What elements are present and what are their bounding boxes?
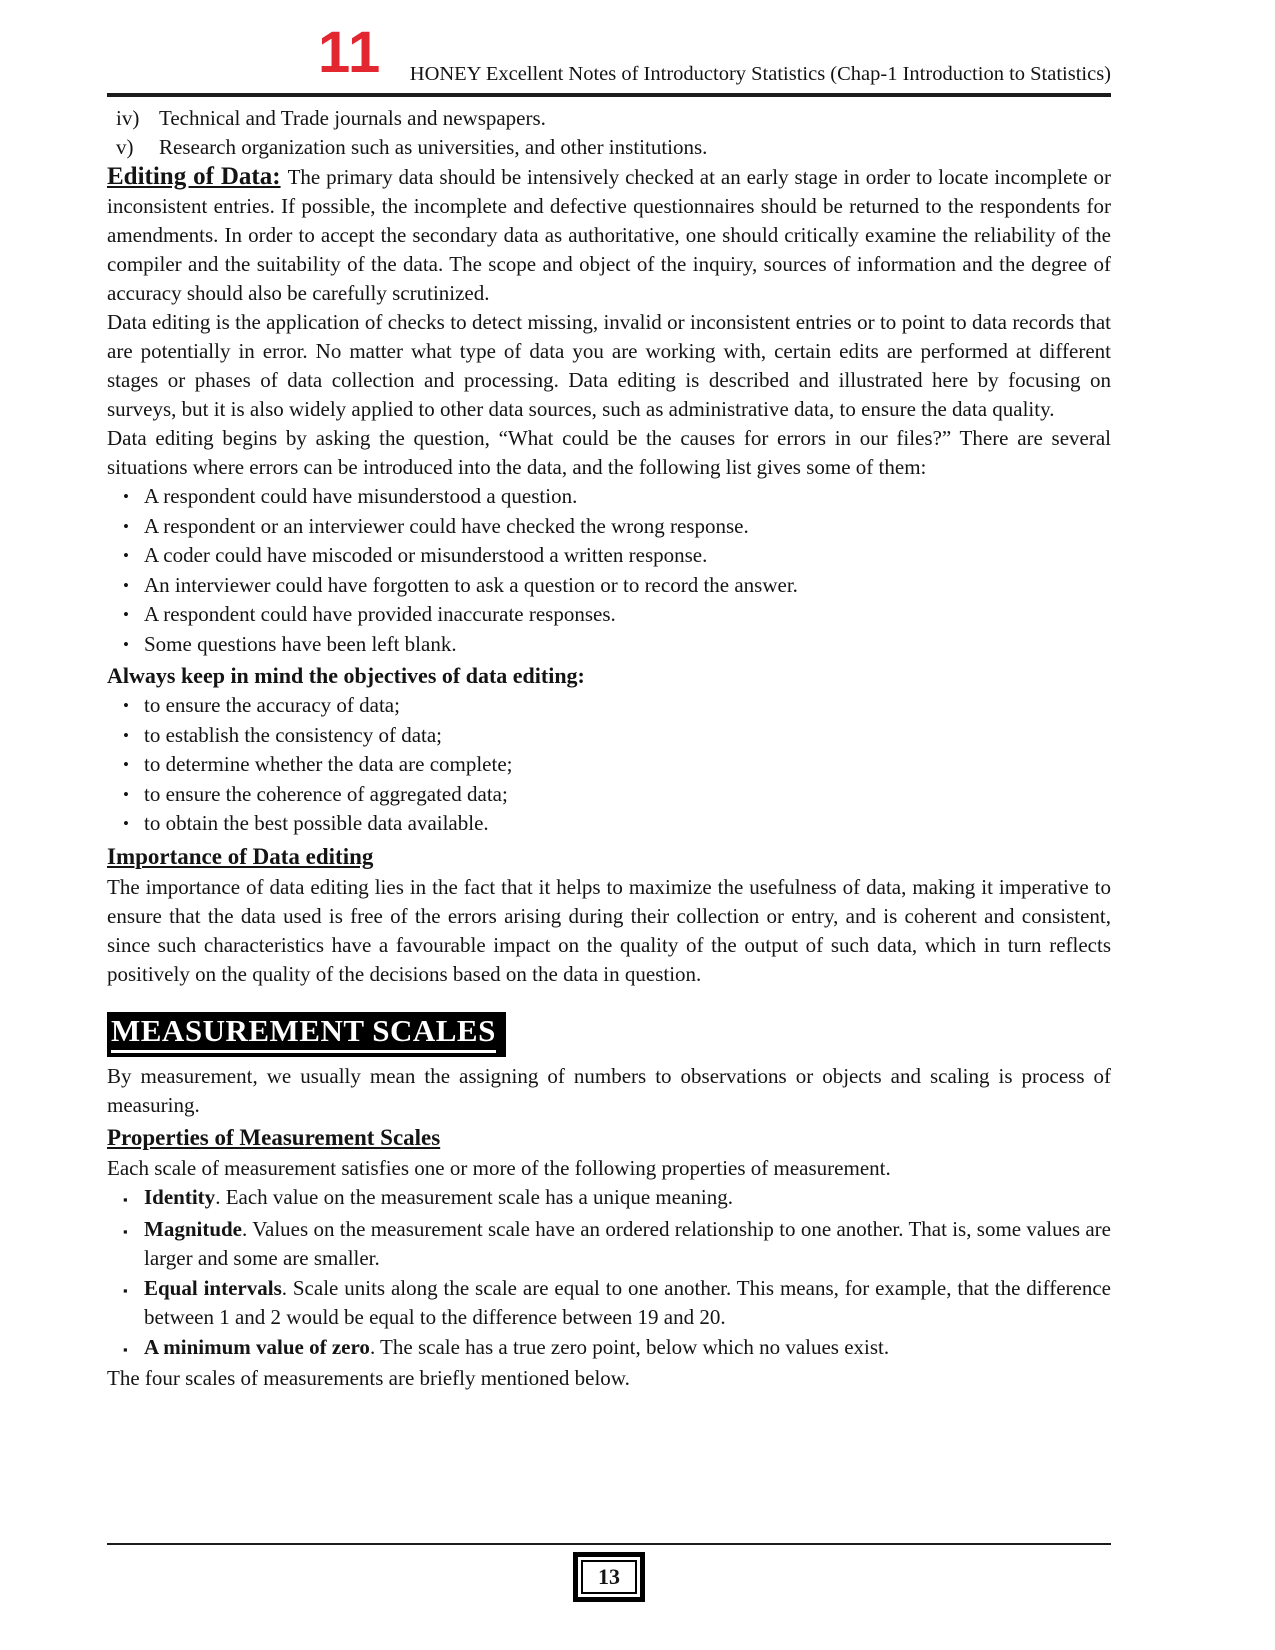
property-term: A minimum value of zero: [144, 1334, 370, 1359]
list-item: [107, 133, 1111, 162]
square-bullet-icon: ▪: [123, 1192, 128, 1208]
editing-of-data-paragraph: [107, 162, 1111, 308]
list-text: An interviewer could have forgotten to ask a question or to record the answer.: [144, 572, 798, 597]
bullet-icon: •: [123, 814, 129, 833]
square-bullet-icon: ▪: [123, 1341, 128, 1357]
list-item: [107, 1215, 1111, 1274]
editing-begins-paragraph: Data editing begins by asking the question, “What could be the causes for errors in our files?” There are several situations where errors can be introduced into the data, and the following list gives some of them:: [107, 426, 1111, 479]
measurement-scales-heading: [107, 1012, 506, 1058]
bullet-icon: •: [123, 725, 129, 745]
property-text: . Each value on the measurement scale has a unique meaning.: [215, 1185, 733, 1210]
page-number: 13: [581, 1560, 637, 1594]
list-item: [107, 750, 1111, 780]
bullet-icon: •: [123, 784, 129, 804]
importance-heading: Importance of Data editing: [107, 843, 374, 869]
list-item: [107, 1333, 1111, 1365]
list-text: Technical and Trade journals and newspapers.: [159, 106, 546, 130]
square-bullet-icon: ▪: [123, 1223, 128, 1239]
bullet-icon: •: [123, 634, 129, 654]
properties-intro: Each scale of measurement satisfies one or more of the following properties of measurement.: [107, 1156, 891, 1181]
editing-of-data-text: The primary data should be intensively checked at an early stage in order to locate incomplete or inconsistent entries. If possible, the incomplete and defective questionnaires should be returned to the respondents for amendments. In order to accept the secondary data as authoritative, one should critically examine the reliability of the compiler and the suitability of the data. The scope and object of the inquiry, sources of information and the degree of accuracy should also be carefully scrutinized.: [107, 165, 1112, 305]
measurement-scales-text: MEASUREMENT SCALES: [111, 1014, 496, 1054]
page-footer: [107, 1543, 1111, 1602]
list-text: to ensure the accuracy of data;: [144, 693, 400, 717]
bullet-icon: •: [123, 696, 129, 715]
bullet-icon: •: [123, 487, 129, 506]
list-item: [107, 571, 1111, 601]
square-bullet-icon: ▪: [123, 1282, 128, 1298]
measurement-paragraph: By measurement, we usually mean the assigning of numbers to observations or objects and scaling is process of measuring.: [107, 1064, 1111, 1118]
list-item: [107, 600, 1111, 630]
unit-number: 11: [318, 20, 382, 85]
bullet-icon: •: [123, 575, 129, 595]
list-text: [144, 1333, 889, 1365]
list-item: [107, 691, 1111, 721]
list-item: [107, 809, 1111, 839]
page-header: [107, 0, 1111, 97]
property-term: Identity: [144, 1185, 216, 1210]
list-text: A respondent or an interviewer could have checked the wrong response.: [144, 513, 749, 538]
list-item: [107, 721, 1111, 751]
list-item: [107, 104, 1111, 133]
list-text: to obtain the best possible data available.: [144, 811, 489, 835]
list-text: A respondent could have misunderstood a question.: [144, 484, 578, 508]
list-item: [107, 780, 1111, 810]
list-item: [107, 482, 1111, 512]
bullet-icon: •: [123, 516, 129, 536]
property-text: . Values on the measurement scale have an ordered relationship to one another. That is, some values are larger and some are smaller.: [144, 1216, 1111, 1271]
page-number-box: [573, 1552, 645, 1602]
property-text: . Scale units along the scale are equal to one another. This means, for example, that the difference between 1 and 2 would be equal to the difference between 19 and 20.: [144, 1275, 1112, 1330]
list-item: [107, 1183, 1111, 1215]
list-text: [144, 1183, 733, 1215]
list-text: A respondent could have provided inaccurate responses.: [144, 602, 616, 626]
list-item: [107, 1274, 1111, 1333]
list-text: to determine whether the data are complete;: [144, 752, 513, 776]
header-title: HONEY Excellent Notes of Introductory Statistics (Chap-1 Introduction to Statistics): [409, 63, 1111, 85]
list-item: [107, 630, 1111, 660]
list-text: to ensure the coherence of aggregated data;: [144, 781, 508, 806]
closing-line: The four scales of measurements are briefly mentioned below.: [107, 1366, 630, 1391]
property-term: Equal intervals: [144, 1275, 282, 1300]
list-text: to establish the consistency of data;: [144, 722, 443, 747]
list-text: Research organization such as universities, and other institutions.: [159, 135, 708, 159]
page-content: [107, 0, 1111, 1393]
properties-list: [107, 1183, 1111, 1364]
bullet-icon: •: [123, 755, 129, 774]
list-text: Some questions have been left blank.: [144, 631, 457, 656]
property-text: . The scale has a true zero point, below which no values exist.: [369, 1334, 890, 1359]
list-marker: v): [116, 135, 134, 159]
bullet-icon: •: [123, 546, 129, 565]
editing-process-paragraph: Data editing is the application of checks to detect missing, invalid or inconsistent entries or to point to data records that are potentially in error. No matter what type of data you are working with, certain edits are performed at different stages or phases of data collection and processing. Data editing is described and illustrated here by focusing on surveys, but it is also widely applied to other data sources, such as administrative data, to ensure the data quality.: [107, 310, 1111, 421]
error-causes-list: [107, 482, 1111, 659]
objectives-heading: Always keep in mind the objectives of data editing:: [107, 663, 585, 688]
property-term: Magnitude: [144, 1216, 243, 1241]
list-item: [107, 512, 1111, 542]
editing-of-data-heading: Editing of Data:: [107, 163, 281, 190]
properties-heading: Properties of Measurement Scales: [107, 1125, 441, 1151]
list-marker: iv): [116, 106, 140, 130]
list-text: [144, 1274, 1111, 1333]
list-text: [144, 1215, 1111, 1274]
importance-paragraph: The importance of data editing lies in the fact that it helps to maximize the usefulness of data, making it imperative to ensure that the data used is free of the errors arising during their collection or entry, and is coherent and consistent, since such characteristics have a favourable impact on the quality of the output of such data, which in turn reflects positively on the quality of the decisions based on the data in question.: [107, 874, 1111, 986]
bullet-icon: •: [123, 605, 129, 624]
objectives-list: [107, 691, 1111, 839]
source-list: [107, 97, 1111, 162]
list-item: [107, 541, 1111, 571]
list-text: A coder could have miscoded or misunderstood a written response.: [144, 543, 708, 567]
